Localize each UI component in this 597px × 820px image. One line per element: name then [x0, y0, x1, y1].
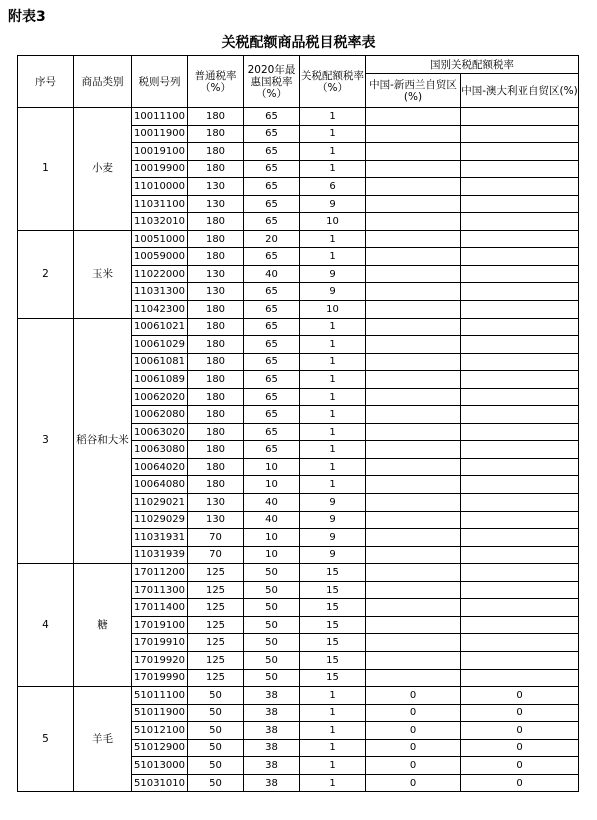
nz-fta-rate-cell	[366, 248, 461, 266]
mfn-rate-cell: 65	[244, 388, 300, 406]
code-cell: 11010000	[132, 178, 188, 196]
au-fta-rate-cell: 0	[461, 774, 579, 792]
quota-rate-cell: 9	[300, 494, 366, 512]
general-rate-cell: 180	[188, 160, 244, 178]
code-cell: 10011100	[132, 108, 188, 126]
mfn-rate-cell: 65	[244, 318, 300, 336]
general-rate-cell: 180	[188, 230, 244, 248]
mfn-rate-cell: 65	[244, 213, 300, 231]
nz-fta-rate-cell	[366, 441, 461, 459]
au-fta-rate-cell	[461, 529, 579, 547]
quota-rate-cell: 1	[300, 722, 366, 740]
code-cell: 51031010	[132, 774, 188, 792]
general-rate-cell: 50	[188, 704, 244, 722]
code-cell: 10061081	[132, 353, 188, 371]
quota-rate-cell: 9	[300, 529, 366, 547]
general-rate-cell: 130	[188, 265, 244, 283]
nz-fta-rate-cell	[366, 458, 461, 476]
au-fta-rate-cell: 0	[461, 757, 579, 775]
code-cell: 51012900	[132, 739, 188, 757]
quota-rate-cell: 1	[300, 248, 366, 266]
group-category-cell: 羊毛	[74, 687, 132, 792]
nz-fta-rate-cell	[366, 336, 461, 354]
nz-fta-rate-cell	[366, 616, 461, 634]
au-fta-rate-cell	[461, 634, 579, 652]
general-rate-cell: 130	[188, 195, 244, 213]
au-fta-rate-cell	[461, 160, 579, 178]
quota-rate-cell: 9	[300, 546, 366, 564]
au-fta-rate-cell	[461, 265, 579, 283]
code-cell: 17011200	[132, 564, 188, 582]
mfn-rate-cell: 65	[244, 143, 300, 161]
code-cell: 11022000	[132, 265, 188, 283]
au-fta-rate-cell	[461, 651, 579, 669]
group-seq-cell: 5	[18, 687, 74, 792]
code-cell: 11031931	[132, 529, 188, 547]
table-row	[18, 318, 579, 336]
quota-rate-cell: 1	[300, 353, 366, 371]
code-cell: 11031300	[132, 283, 188, 301]
quota-rate-cell: 15	[300, 669, 366, 687]
general-rate-cell: 50	[188, 739, 244, 757]
code-cell: 11031939	[132, 546, 188, 564]
mfn-rate-cell: 65	[244, 353, 300, 371]
header-country-group: 国别关税配额税率	[366, 56, 579, 74]
quota-rate-cell: 1	[300, 160, 366, 178]
code-cell: 11029021	[132, 494, 188, 512]
nz-fta-rate-cell	[366, 301, 461, 319]
general-rate-cell: 125	[188, 616, 244, 634]
mfn-rate-cell: 65	[244, 301, 300, 319]
au-fta-rate-cell	[461, 178, 579, 196]
code-cell: 10064080	[132, 476, 188, 494]
mfn-rate-cell: 65	[244, 406, 300, 424]
nz-fta-rate-cell	[366, 634, 461, 652]
au-fta-rate-cell	[461, 143, 579, 161]
quota-rate-cell: 1	[300, 336, 366, 354]
mfn-rate-cell: 50	[244, 599, 300, 617]
code-cell: 11029029	[132, 511, 188, 529]
general-rate-cell: 180	[188, 406, 244, 424]
mfn-rate-cell: 40	[244, 265, 300, 283]
code-cell: 11042300	[132, 301, 188, 319]
nz-fta-rate-cell	[366, 371, 461, 389]
quota-rate-cell: 1	[300, 441, 366, 459]
nz-fta-rate-cell	[366, 406, 461, 424]
general-rate-cell: 70	[188, 546, 244, 564]
general-rate-cell: 125	[188, 599, 244, 617]
general-rate-cell: 180	[188, 125, 244, 143]
code-cell: 11032010	[132, 213, 188, 231]
au-fta-rate-cell	[461, 230, 579, 248]
group-category-cell: 稻谷和大米	[74, 318, 132, 564]
nz-fta-rate-cell	[366, 494, 461, 512]
au-fta-rate-cell: 0	[461, 739, 579, 757]
header-code: 税则号列	[132, 56, 188, 108]
au-fta-rate-cell: 0	[461, 704, 579, 722]
group-seq-cell: 4	[18, 564, 74, 687]
mfn-rate-cell: 38	[244, 704, 300, 722]
quota-rate-cell: 1	[300, 406, 366, 424]
nz-fta-rate-cell: 0	[366, 722, 461, 740]
quota-rate-cell: 6	[300, 178, 366, 196]
general-rate-cell: 180	[188, 371, 244, 389]
mfn-rate-cell: 10	[244, 458, 300, 476]
quota-rate-cell: 15	[300, 581, 366, 599]
table-row	[18, 230, 579, 248]
code-cell: 51011100	[132, 687, 188, 705]
general-rate-cell: 125	[188, 669, 244, 687]
quota-rate-cell: 1	[300, 388, 366, 406]
code-cell: 10063020	[132, 423, 188, 441]
mfn-rate-cell: 50	[244, 564, 300, 582]
au-fta-rate-cell	[461, 125, 579, 143]
quota-rate-cell: 9	[300, 511, 366, 529]
nz-fta-rate-cell: 0	[366, 739, 461, 757]
general-rate-cell: 50	[188, 687, 244, 705]
au-fta-rate-cell	[461, 353, 579, 371]
au-fta-rate-cell	[461, 318, 579, 336]
code-cell: 10011900	[132, 125, 188, 143]
mfn-rate-cell: 38	[244, 722, 300, 740]
code-cell: 51013000	[132, 757, 188, 775]
mfn-rate-cell: 65	[244, 178, 300, 196]
quota-rate-cell: 1	[300, 704, 366, 722]
quota-rate-cell: 1	[300, 476, 366, 494]
au-fta-rate-cell	[461, 406, 579, 424]
au-fta-rate-cell	[461, 441, 579, 459]
nz-fta-rate-cell: 0	[366, 757, 461, 775]
nz-fta-rate-cell	[366, 318, 461, 336]
code-cell: 17019990	[132, 669, 188, 687]
code-cell: 10063080	[132, 441, 188, 459]
group-seq-cell: 2	[18, 230, 74, 318]
mfn-rate-cell: 65	[244, 108, 300, 126]
general-rate-cell: 180	[188, 336, 244, 354]
general-rate-cell: 50	[188, 722, 244, 740]
code-cell: 10061021	[132, 318, 188, 336]
mfn-rate-cell: 65	[244, 160, 300, 178]
nz-fta-rate-cell	[366, 213, 461, 231]
table-title: 关税配额商品税目税率表	[221, 35, 376, 51]
nz-fta-rate-cell	[366, 108, 461, 126]
mfn-rate-cell: 40	[244, 494, 300, 512]
quota-rate-cell: 9	[300, 195, 366, 213]
nz-fta-rate-cell	[366, 423, 461, 441]
code-cell: 10064020	[132, 458, 188, 476]
header-nz-fta: 中国-新西兰自贸区(%)	[366, 74, 461, 108]
general-rate-cell: 180	[188, 458, 244, 476]
general-rate-cell: 50	[188, 774, 244, 792]
general-rate-cell: 130	[188, 283, 244, 301]
quota-rate-cell: 1	[300, 423, 366, 441]
general-rate-cell: 180	[188, 143, 244, 161]
nz-fta-rate-cell	[366, 581, 461, 599]
quota-rate-cell: 9	[300, 283, 366, 301]
header-general-rate: 普通税率（%）	[188, 56, 244, 108]
group-category-cell: 玉米	[74, 230, 132, 318]
table-body	[18, 108, 579, 792]
quota-rate-cell: 15	[300, 634, 366, 652]
group-category-cell: 糖	[74, 564, 132, 687]
quota-rate-cell: 1	[300, 125, 366, 143]
quota-rate-cell: 15	[300, 599, 366, 617]
au-fta-rate-cell	[461, 616, 579, 634]
mfn-rate-cell: 38	[244, 774, 300, 792]
mfn-rate-cell: 65	[244, 195, 300, 213]
au-fta-rate-cell	[461, 336, 579, 354]
table-row	[18, 687, 579, 705]
nz-fta-rate-cell	[366, 599, 461, 617]
quota-rate-cell: 1	[300, 230, 366, 248]
nz-fta-rate-cell	[366, 511, 461, 529]
quota-rate-cell: 10	[300, 213, 366, 231]
quota-rate-cell: 15	[300, 616, 366, 634]
au-fta-rate-cell	[461, 283, 579, 301]
au-fta-rate-cell	[461, 458, 579, 476]
au-fta-rate-cell	[461, 546, 579, 564]
appendix-label: 附表3	[8, 9, 46, 25]
code-cell: 51011900	[132, 704, 188, 722]
code-cell: 17011400	[132, 599, 188, 617]
quota-rate-cell: 1	[300, 108, 366, 126]
nz-fta-rate-cell	[366, 476, 461, 494]
quota-rate-cell: 1	[300, 318, 366, 336]
group-seq-cell: 1	[18, 108, 74, 231]
nz-fta-rate-cell	[366, 564, 461, 582]
quota-rate-cell: 1	[300, 687, 366, 705]
mfn-rate-cell: 65	[244, 441, 300, 459]
au-fta-rate-cell	[461, 511, 579, 529]
code-cell: 10019100	[132, 143, 188, 161]
general-rate-cell: 130	[188, 178, 244, 196]
mfn-rate-cell: 50	[244, 581, 300, 599]
quota-rate-cell: 1	[300, 739, 366, 757]
mfn-rate-cell: 50	[244, 669, 300, 687]
quota-rate-cell: 10	[300, 301, 366, 319]
header-quota-rate: 关税配额税率（%）	[300, 56, 366, 108]
mfn-rate-cell: 10	[244, 546, 300, 564]
general-rate-cell: 180	[188, 318, 244, 336]
nz-fta-rate-cell	[366, 125, 461, 143]
nz-fta-rate-cell	[366, 178, 461, 196]
au-fta-rate-cell	[461, 213, 579, 231]
nz-fta-rate-cell	[366, 143, 461, 161]
nz-fta-rate-cell	[366, 160, 461, 178]
tariff-quota-table	[17, 55, 579, 792]
mfn-rate-cell: 65	[244, 423, 300, 441]
au-fta-rate-cell	[461, 581, 579, 599]
nz-fta-rate-cell	[366, 388, 461, 406]
quota-rate-cell: 1	[300, 757, 366, 775]
quota-rate-cell: 15	[300, 564, 366, 582]
mfn-rate-cell: 10	[244, 476, 300, 494]
nz-fta-rate-cell: 0	[366, 687, 461, 705]
general-rate-cell: 180	[188, 213, 244, 231]
code-cell: 17019920	[132, 651, 188, 669]
au-fta-rate-cell	[461, 423, 579, 441]
code-cell: 10062020	[132, 388, 188, 406]
mfn-rate-cell: 50	[244, 634, 300, 652]
header-au-fta: 中国-澳大利亚自贸区(%)	[461, 74, 579, 108]
mfn-rate-cell: 50	[244, 651, 300, 669]
quota-rate-cell: 1	[300, 143, 366, 161]
nz-fta-rate-cell	[366, 283, 461, 301]
general-rate-cell: 130	[188, 494, 244, 512]
mfn-rate-cell: 65	[244, 283, 300, 301]
au-fta-rate-cell: 0	[461, 687, 579, 705]
au-fta-rate-cell	[461, 248, 579, 266]
au-fta-rate-cell	[461, 564, 579, 582]
au-fta-rate-cell	[461, 388, 579, 406]
quota-rate-cell: 1	[300, 371, 366, 389]
code-cell: 51012100	[132, 722, 188, 740]
general-rate-cell: 130	[188, 511, 244, 529]
general-rate-cell: 125	[188, 651, 244, 669]
general-rate-cell: 180	[188, 353, 244, 371]
mfn-rate-cell: 38	[244, 757, 300, 775]
quota-rate-cell: 1	[300, 458, 366, 476]
mfn-rate-cell: 65	[244, 336, 300, 354]
au-fta-rate-cell	[461, 371, 579, 389]
code-cell: 17011300	[132, 581, 188, 599]
general-rate-cell: 125	[188, 581, 244, 599]
au-fta-rate-cell	[461, 599, 579, 617]
header-seq: 序号	[18, 56, 74, 108]
general-rate-cell: 180	[188, 388, 244, 406]
mfn-rate-cell: 38	[244, 687, 300, 705]
mfn-rate-cell: 65	[244, 371, 300, 389]
au-fta-rate-cell	[461, 301, 579, 319]
nz-fta-rate-cell	[366, 529, 461, 547]
au-fta-rate-cell	[461, 108, 579, 126]
nz-fta-rate-cell	[366, 195, 461, 213]
general-rate-cell: 180	[188, 301, 244, 319]
header-mfn-rate: 2020年最惠国税率（%）	[244, 56, 300, 108]
general-rate-cell: 125	[188, 634, 244, 652]
header-category: 商品类别	[74, 56, 132, 108]
au-fta-rate-cell	[461, 494, 579, 512]
code-cell: 10051000	[132, 230, 188, 248]
quota-rate-cell: 9	[300, 265, 366, 283]
mfn-rate-cell: 40	[244, 511, 300, 529]
au-fta-rate-cell: 0	[461, 722, 579, 740]
table-row	[18, 564, 579, 582]
group-category-cell: 小麦	[74, 108, 132, 231]
mfn-rate-cell: 65	[244, 125, 300, 143]
table-row	[18, 108, 579, 126]
nz-fta-rate-cell	[366, 230, 461, 248]
quota-rate-cell: 1	[300, 774, 366, 792]
nz-fta-rate-cell	[366, 546, 461, 564]
nz-fta-rate-cell	[366, 651, 461, 669]
code-cell: 10061029	[132, 336, 188, 354]
code-cell: 10061089	[132, 371, 188, 389]
mfn-rate-cell: 65	[244, 248, 300, 266]
code-cell: 11031100	[132, 195, 188, 213]
nz-fta-rate-cell: 0	[366, 704, 461, 722]
au-fta-rate-cell	[461, 669, 579, 687]
general-rate-cell: 180	[188, 423, 244, 441]
nz-fta-rate-cell	[366, 265, 461, 283]
quota-rate-cell: 15	[300, 651, 366, 669]
au-fta-rate-cell	[461, 476, 579, 494]
mfn-rate-cell: 50	[244, 616, 300, 634]
general-rate-cell: 50	[188, 757, 244, 775]
general-rate-cell: 180	[188, 248, 244, 266]
general-rate-cell: 180	[188, 108, 244, 126]
general-rate-cell: 180	[188, 476, 244, 494]
mfn-rate-cell: 20	[244, 230, 300, 248]
code-cell: 17019100	[132, 616, 188, 634]
code-cell: 10019900	[132, 160, 188, 178]
au-fta-rate-cell	[461, 195, 579, 213]
mfn-rate-cell: 10	[244, 529, 300, 547]
code-cell: 10059000	[132, 248, 188, 266]
general-rate-cell: 180	[188, 441, 244, 459]
general-rate-cell: 70	[188, 529, 244, 547]
mfn-rate-cell: 38	[244, 739, 300, 757]
code-cell: 10062080	[132, 406, 188, 424]
code-cell: 17019910	[132, 634, 188, 652]
nz-fta-rate-cell	[366, 353, 461, 371]
nz-fta-rate-cell	[366, 669, 461, 687]
general-rate-cell: 125	[188, 564, 244, 582]
group-seq-cell: 3	[18, 318, 74, 564]
nz-fta-rate-cell: 0	[366, 774, 461, 792]
